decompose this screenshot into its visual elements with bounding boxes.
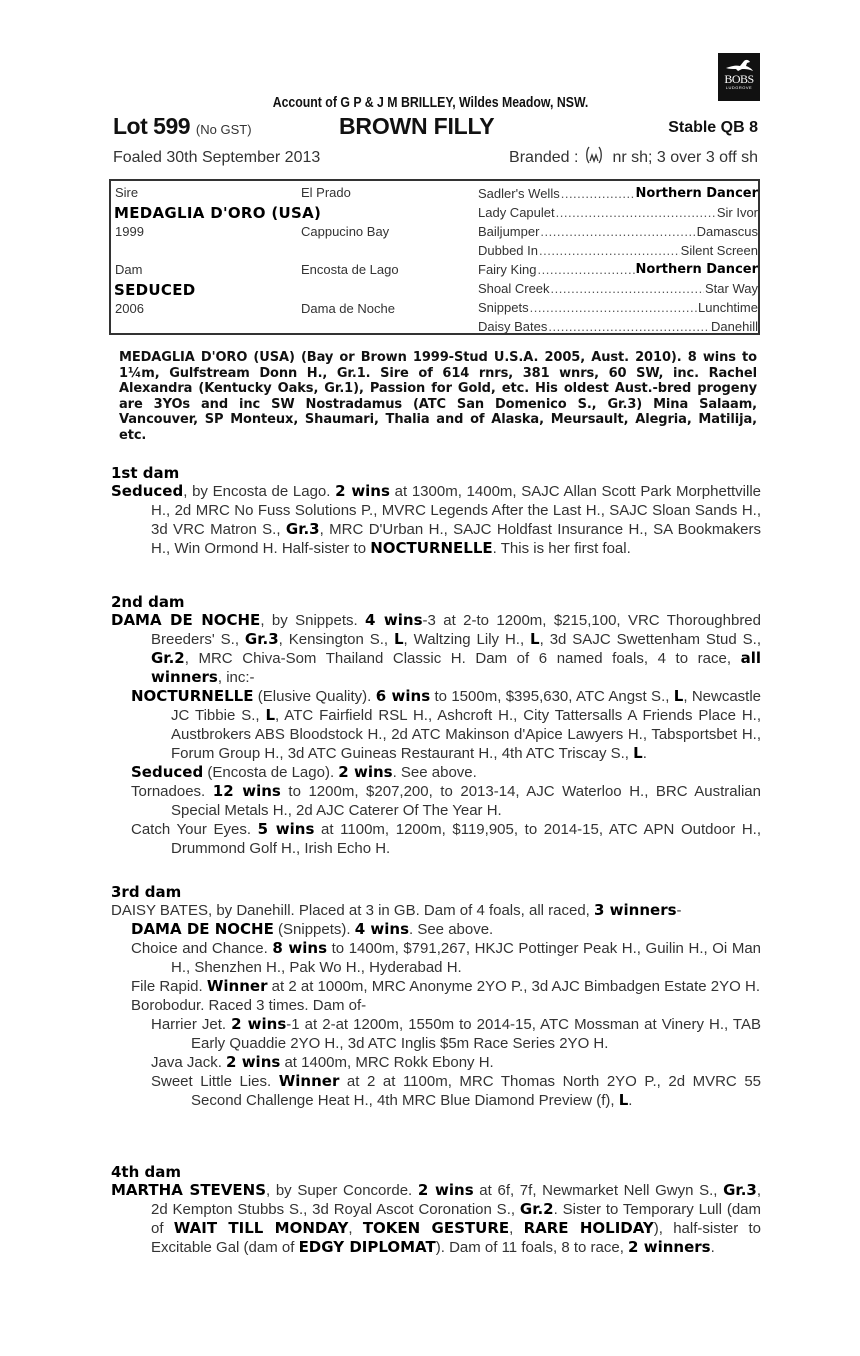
- grandparent-row: [478, 260, 758, 279]
- bold-text: Gr.2: [519, 1200, 554, 1218]
- bold-text: 2 winners: [628, 1238, 711, 1256]
- branded-text: nr sh; 3 over 3 off sh: [612, 149, 758, 166]
- bold-text: Gr.3: [244, 630, 279, 648]
- entry-text: Java Jack.: [151, 1054, 227, 1071]
- branding-info: [509, 149, 758, 167]
- vendor-account: Account of G P & J M BRILLEY, Wildes Meadow, NSW.: [272, 94, 589, 111]
- bold-text: L: [530, 630, 540, 648]
- bold-text: 12 wins: [212, 782, 281, 800]
- bold-text: 6 wins: [375, 687, 431, 705]
- dam-dam: Dama de Noche: [301, 301, 395, 316]
- bold-text: 2 wins: [231, 1015, 287, 1033]
- entry-text: at 1300m, 1400m, SAJC Allan Scott Park Morphettville H., 2d MRC No Fuss Solutions P., MVRC Legends After the Last H., SAJC Sloan Sands H., 3d VRC Matron S.,: [151, 483, 761, 538]
- entry-text: to 1200m, $207,200, to 2013-14, AJC Waterloo H., BRC Australian Special Metals H., 2d AJC Caterer Of The Year H.: [171, 783, 761, 819]
- entry-text: , 2d Kempton Stubbs S., 3d Royal Ascot Coronation S.,: [151, 1182, 762, 1218]
- leader-dots: [540, 224, 695, 239]
- entry-text: Catch Your Eyes.: [131, 821, 258, 838]
- grandparent-row: [478, 298, 758, 317]
- entry-text: at 1100m, 1200m, $119,905, to 2014-15, ATC APN Outdoor H., Drummond Golf H., Irish Echo H.: [171, 821, 761, 857]
- branded-label: Branded :: [509, 149, 579, 166]
- produce-entry: [111, 977, 761, 996]
- entry-text: ,: [509, 1220, 524, 1237]
- produce-entry: [111, 996, 761, 1015]
- entry-text: , Kensington S.,: [278, 631, 394, 648]
- section-heading: 3rd dam: [111, 883, 182, 901]
- produce-entry: [111, 939, 761, 977]
- sire-name: MEDAGLIA D'ORO (USA): [114, 204, 322, 222]
- entry-text: ). Dam of 11 foals, 8 to race,: [435, 1239, 629, 1256]
- produce-entry: [111, 763, 761, 782]
- entry-text: at 2 at 1100m, MRC Thomas North 2YO P., 2d MVRC 55 Second Challenge Heat H., 4th MRC Blue Diamond Preview (f),: [191, 1073, 762, 1109]
- bold-text: Winner: [206, 977, 268, 995]
- lot-number: [113, 113, 252, 140]
- entry-text: . See above.: [392, 764, 477, 781]
- entry-text: , 3d SAJC Swettenham Stud S.,: [539, 631, 761, 648]
- entry-text: (Elusive Quality).: [253, 688, 376, 705]
- sire-label: Sire: [115, 185, 139, 200]
- entry-text: Harrier Jet.: [151, 1016, 232, 1033]
- entry-text: , by Snippets.: [260, 612, 366, 629]
- dam-year: 2006: [115, 301, 144, 316]
- entry-text: ), half-sister to Excitable Gal (dam of: [151, 1220, 762, 1256]
- sire-summary: MEDAGLIA D'ORO (USA) (Bay or Brown 1999-Stud U.S.A. 2005, Aust. 2010). 8 wins to 1¼m, Gulfstream Donn H., Gr.1. Sire of 614 rnrs, 381 wnrs, 60 SW, inc. Rachel Alexandra (Kentucky Oaks, Gr.1), Passion for Gold, etc. His oldest Aust.-bred progeny are 3YOs and inc SW Nostradamus (ATC San Domenico S., Gr.3) Mina Salaam, Vancouver, SP Monteux, Shaumari, Thalia and of Alaska, Meursault, Alegria, Matilija, etc.: [119, 350, 757, 443]
- grandparent-row: [478, 317, 758, 336]
- produce-entry: [111, 901, 761, 920]
- fourth-dam-section: [111, 1163, 761, 1257]
- leader-dots: [561, 186, 635, 201]
- bold-text: 2 wins: [335, 482, 390, 500]
- entry-text: , Waltzing Lily H.,: [403, 631, 531, 648]
- grandparent-sire: Silent Screen: [680, 243, 758, 258]
- grandparents-column: [478, 184, 758, 336]
- grandparent-sire: Sir Ivor: [716, 205, 758, 220]
- bold-text: DAMA DE NOCHE: [111, 611, 261, 629]
- bold-text: 3 winners: [594, 901, 677, 919]
- bold-text: NOCTURNELLE: [370, 539, 493, 557]
- foaling-row: [113, 149, 758, 171]
- lot-label: Lot 599: [113, 113, 191, 139]
- entry-text: at 6f, 7f, Newmarket Nell Gwyn S.,: [473, 1182, 724, 1199]
- grandparent-name: Daisy Bates: [478, 319, 548, 334]
- pedigree-table: [109, 179, 760, 335]
- produce-entry: [111, 1181, 761, 1257]
- bold-text: 2 wins: [417, 1181, 474, 1199]
- entry-text: , by Super Concorde.: [266, 1182, 418, 1199]
- bold-text: 2 wins: [338, 763, 393, 781]
- leader-dots: [551, 281, 704, 296]
- grandparent-sire: Northern Dancer: [635, 262, 758, 277]
- entry-text: , Newcastle JC Tibbie S.,: [171, 688, 762, 724]
- dam-name: SEDUCED: [114, 281, 196, 299]
- bold-text: Gr.3: [723, 1181, 757, 1199]
- sire-sire: El Prado: [301, 185, 351, 200]
- bobs-logo: [718, 53, 760, 101]
- bold-text: Gr.3: [285, 520, 320, 538]
- bold-text: L: [673, 687, 684, 705]
- bold-text: Winner: [278, 1072, 340, 1090]
- grandparent-row: [478, 203, 758, 222]
- produce-entry: [111, 611, 761, 687]
- entry-text: -1 at 2-at 1200m, 1550m to 2014-15, ATC Mossman at Vinery H., TAB Early Quaddie 2YO H., 3d ATC Inglis $5m Race Series 2YO H.: [191, 1016, 761, 1052]
- entry-text: to 1400m, $791,267, HKJC Pottinger Peak H., Guilin H., Oi Man H., Shenzhen H., Pak Wo H., Hyderabad H.: [171, 940, 762, 976]
- logo-name: BOBS: [724, 72, 754, 86]
- entry-text: Choice and Chance.: [131, 940, 273, 957]
- section-heading: 4th dam: [111, 1163, 181, 1181]
- produce-entry: [111, 1053, 761, 1072]
- entry-text: Sweet Little Lies.: [151, 1073, 279, 1090]
- produce-entry: [111, 782, 761, 820]
- leader-dots: [548, 319, 710, 334]
- stable-location: Stable QB 8: [668, 119, 758, 136]
- grandparent-sire: Danehill: [711, 319, 758, 334]
- section-heading: 1st dam: [111, 464, 180, 482]
- lot-header: [113, 113, 758, 143]
- grandparent-name: Snippets: [478, 300, 529, 315]
- third-dam-section: [111, 883, 761, 1110]
- bold-text: 5 wins: [257, 820, 315, 838]
- entry-text: . See above.: [409, 921, 494, 938]
- entry-text: Tornadoes.: [131, 783, 213, 800]
- foaled-date: Foaled 30th September 2013: [113, 149, 321, 166]
- produce-entry: [111, 1015, 761, 1053]
- entry-text: to 1500m, $395,630, ATC Angst S.,: [430, 688, 674, 705]
- bold-text: 2 wins: [226, 1053, 281, 1071]
- gst-note: (No GST): [195, 122, 252, 137]
- grandparent-name: Sadler's Wells: [478, 186, 560, 201]
- entry-text: at 1400m, MRC Rokk Ebony H.: [280, 1054, 494, 1071]
- produce-entry: [111, 920, 761, 939]
- leader-dots: [530, 300, 697, 315]
- entry-text: (Snippets).: [273, 921, 355, 938]
- section-heading: 2nd dam: [111, 593, 185, 611]
- bold-text: NOCTURNELLE: [131, 687, 254, 705]
- entry-text: DAISY BATES, by Danehill. Placed at 3 in GB. Dam of 4 foals, all raced,: [111, 902, 595, 919]
- bold-text: 4 wins: [365, 611, 423, 629]
- second-dam-section: [111, 593, 761, 858]
- leader-dots: [538, 262, 635, 277]
- leader-dots: [539, 243, 680, 258]
- entry-text: . This is her first foal.: [492, 540, 631, 557]
- bold-text: 4 wins: [354, 920, 409, 938]
- entry-text: -3 at 2-to 1200m, $215,100, VRC Thoroughbred Breeders' S.,: [151, 612, 761, 648]
- entry-text: Borobodur. Raced 3 times. Dam of-: [131, 997, 367, 1014]
- sire-dam: Cappucino Bay: [301, 224, 390, 239]
- entry-text: (Encosta de Lago).: [203, 764, 339, 781]
- bold-text: Seduced: [111, 482, 184, 500]
- entry-text: . Sister to Temporary Lull (dam of: [151, 1201, 762, 1237]
- produce-entry: [111, 1072, 761, 1110]
- entry-text: , MRC Chiva-Som Thailand Classic H. Dam of 6 named foals, 4 to race,: [184, 650, 741, 667]
- bird-icon: [724, 57, 754, 73]
- produce-entry: [111, 482, 761, 558]
- entry-text: , by Encosta de Lago.: [183, 483, 336, 500]
- grandparent-row: [478, 184, 758, 203]
- horseshoe-brand-icon: [584, 143, 604, 165]
- grandparent-sire: Northern Dancer: [635, 186, 758, 201]
- bold-text: L: [618, 1091, 629, 1109]
- leader-dots: [556, 205, 716, 220]
- bold-text: L: [633, 744, 643, 762]
- grandparent-row: [478, 279, 758, 298]
- entry-text: .: [710, 1239, 715, 1256]
- bold-text: all winners: [151, 649, 761, 686]
- grandparent-sire: Damascus: [696, 224, 758, 239]
- grandparent-name: Shoal Creek: [478, 281, 550, 296]
- bold-text: WAIT TILL MONDAY: [173, 1219, 349, 1237]
- grandparent-sire: Star Way: [705, 281, 758, 296]
- grandparent-row: [478, 241, 758, 260]
- entry-text: .: [642, 745, 647, 762]
- logo-subtitle: LUDGROVE: [725, 85, 753, 90]
- bold-text: Seduced: [131, 763, 204, 781]
- dam-sire: Encosta de Lago: [301, 262, 399, 277]
- entry-text: , inc:-: [217, 669, 255, 686]
- grandparent-name: Bailjumper: [478, 224, 540, 239]
- grandparent-row: [478, 222, 758, 241]
- entry-text: .: [628, 1092, 633, 1109]
- bold-text: DAMA DE NOCHE: [131, 920, 274, 938]
- grandparent-name: Lady Capulet: [478, 205, 555, 220]
- produce-entry: [111, 687, 761, 763]
- entry-text: , MRC D'Urban H., SAJC Holdfast Insurance H., SA Bookmakers H., Win Ormond H. Half-sister to: [151, 521, 761, 557]
- bold-text: EDGY DIPLOMAT: [298, 1238, 436, 1256]
- produce-entry: [111, 820, 761, 858]
- entry-text: -: [676, 902, 682, 919]
- bold-text: Gr.2: [151, 649, 185, 667]
- grandparent-name: Fairy King: [478, 262, 537, 277]
- bold-text: L: [393, 630, 404, 648]
- grandparent-name: Dubbed In: [478, 243, 538, 258]
- dam-label: Dam: [115, 262, 143, 277]
- bold-text: 8 wins: [272, 939, 328, 957]
- bold-text: RARE HOLIDAY: [523, 1219, 654, 1237]
- grandparent-sire: Lunchtime: [698, 300, 758, 315]
- entry-text: File Rapid.: [131, 978, 207, 995]
- entry-text: at 2 at 1000m, MRC Anonyme 2YO P., 3d AJC Bimbadgen Estate 2YO H.: [267, 978, 760, 995]
- horse-type: BROWN FILLY: [339, 113, 495, 139]
- first-dam-section: [111, 464, 761, 558]
- bold-text: TOKEN GESTURE: [362, 1219, 510, 1237]
- sire-year: 1999: [115, 224, 144, 239]
- entry-text: , ATC Fairfield RSL H., Ashcroft H., City Tattersalls A Friends Place H., Austbrokers ABS Bloodstock H., 2d ATC Makinson d'Apice Lawyers H., Tabsportsbet H., Forum Group H., 3d ATC Guineas Restaurant H., 4th ATC Triscay S.,: [171, 707, 761, 762]
- bold-text: L: [265, 706, 276, 724]
- bold-text: MARTHA STEVENS: [111, 1181, 267, 1199]
- entry-text: ,: [348, 1220, 363, 1237]
